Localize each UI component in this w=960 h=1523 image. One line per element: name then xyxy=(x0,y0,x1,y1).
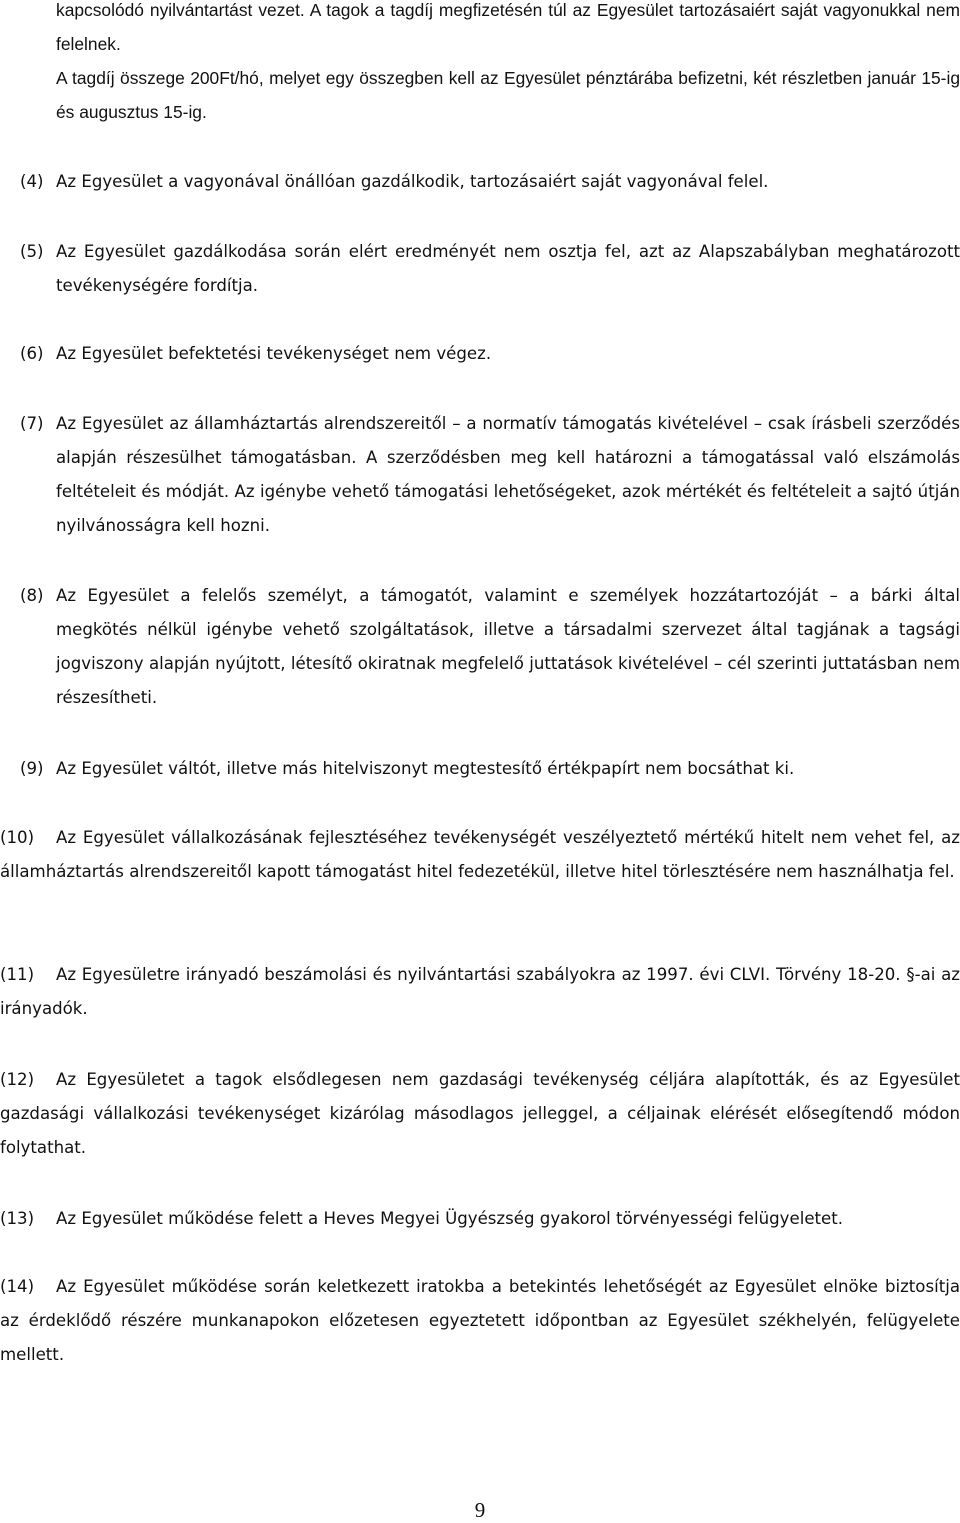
paragraph-number: (14) xyxy=(0,1277,35,1296)
paragraph-number: (8) xyxy=(20,586,44,605)
paragraph-number: (11) xyxy=(0,965,35,984)
paragraph-4 xyxy=(20,165,960,199)
paragraph-number: (6) xyxy=(20,344,44,363)
paragraph-8 xyxy=(20,579,960,715)
page-number: 9 xyxy=(474,1498,486,1522)
paragraph-number: (5) xyxy=(20,242,44,261)
paragraph-text: Az Egyesület váltót, illetve más hitelviszonyt megtestesítő értékpapírt nem bocsáthat ki. xyxy=(56,759,795,778)
paragraph-text: Az Egyesület befektetési tevékenységet nem végez. xyxy=(56,344,492,363)
paragraph-text: Az Egyesület az államháztartás alrendszereitől – a normatív támogatás kivételével – csak írásbeli szerződés alapján részesülhet támogatásban. A szerződésben meg kell határozni a támogatással való elszámolás feltételeit és módját. Az igénybe vehető támogatási lehetőségeket, azok mértékét és feltételeit a sajtó útján nyilvánosságra kell hozni. xyxy=(56,414,960,535)
paragraph-11 xyxy=(0,958,960,1026)
paragraph-number: (13) xyxy=(0,1209,35,1228)
paragraph-text: Az Egyesület a vagyonával önállóan gazdálkodik, tartozásaiért saját vagyonával felel. xyxy=(56,172,769,191)
paragraph-6 xyxy=(20,337,960,371)
paragraph-number: (10) xyxy=(0,828,35,847)
paragraph-text: Az Egyesület a felelős személyt, a támogatót, valamint e személyek hozzátartozóját – a bárki által megkötés nélkül igénybe vehető szolgáltatások, illetve a társadalmi szervezet által tagjának a tagsági jogviszony alapján nyújtott, létesítő okiratnak megfelelő juttatások kivételével – cél szerinti juttatásban nem részesítheti. xyxy=(56,586,960,707)
paragraph-12 xyxy=(0,1063,960,1165)
paragraph-5 xyxy=(20,235,960,303)
paragraph-text: Az Egyesületre irányadó beszámolási és nyilvántartási szabályokra az 1997. évi CLVI. Törvény 18-20. §-ai az irányadók. xyxy=(0,965,960,1018)
continuation-membership-fee: A tagdíj összege 200Ft/hó, melyet egy összegben kell az Egyesület pénztárába befizetni, két részletben január 15-ig és augusztus 15-ig. xyxy=(56,68,960,122)
paragraph-7 xyxy=(20,407,960,543)
paragraph-text: Az Egyesület vállalkozásának fejlesztéséhez tevékenységét veszélyeztető mértékű hitelt nem vehet fel, az államháztartás alrendszereitől kapott támogatást hitel fedezetékül, illetve hitel törlesztésére nem használhatja fel. xyxy=(0,828,960,881)
paragraph-text: Az Egyesület működése során keletkezett iratokba a betekintés lehetőségét az Egyesület elnöke biztosítja az érdeklődő részére munkanapokon előzetesen egyeztetett időpontban az Egyesület székhelyén, felügyelete mellett. xyxy=(0,1277,960,1364)
continuation-membership-liability: kapcsolódó nyilvántartást vezet. A tagok a tagdíj megfizetésén túl az Egyesület tartozásaiért saját vagyonukkal nem felelnek. xyxy=(56,0,960,54)
paragraph-text: Az Egyesületet a tagok elsődlegesen nem gazdasági tevékenység céljára alapították, és az Egyesület gazdasági vállalkozási tevékenységet kizárólag másodlagos jelleggel, a céljainak elérését elősegítendő módon folytathat. xyxy=(0,1070,960,1157)
paragraph-text: Az Egyesület gazdálkodása során elért eredményét nem osztja fel, azt az Alapszabályban meghatározott tevékenységére fordítja. xyxy=(56,242,960,295)
paragraph-9 xyxy=(20,752,960,786)
paragraph-text: Az Egyesület működése felett a Heves Megyei Ügyészség gyakorol törvényességi felügyeletet. xyxy=(56,1209,844,1228)
paragraph-number: (9) xyxy=(20,759,44,778)
paragraph-number: (4) xyxy=(20,172,44,191)
paragraph-number: (7) xyxy=(20,414,44,433)
paragraph-14 xyxy=(0,1270,960,1372)
paragraph-13 xyxy=(0,1202,960,1236)
paragraph-10 xyxy=(0,821,960,889)
paragraph-number: (12) xyxy=(0,1070,35,1089)
